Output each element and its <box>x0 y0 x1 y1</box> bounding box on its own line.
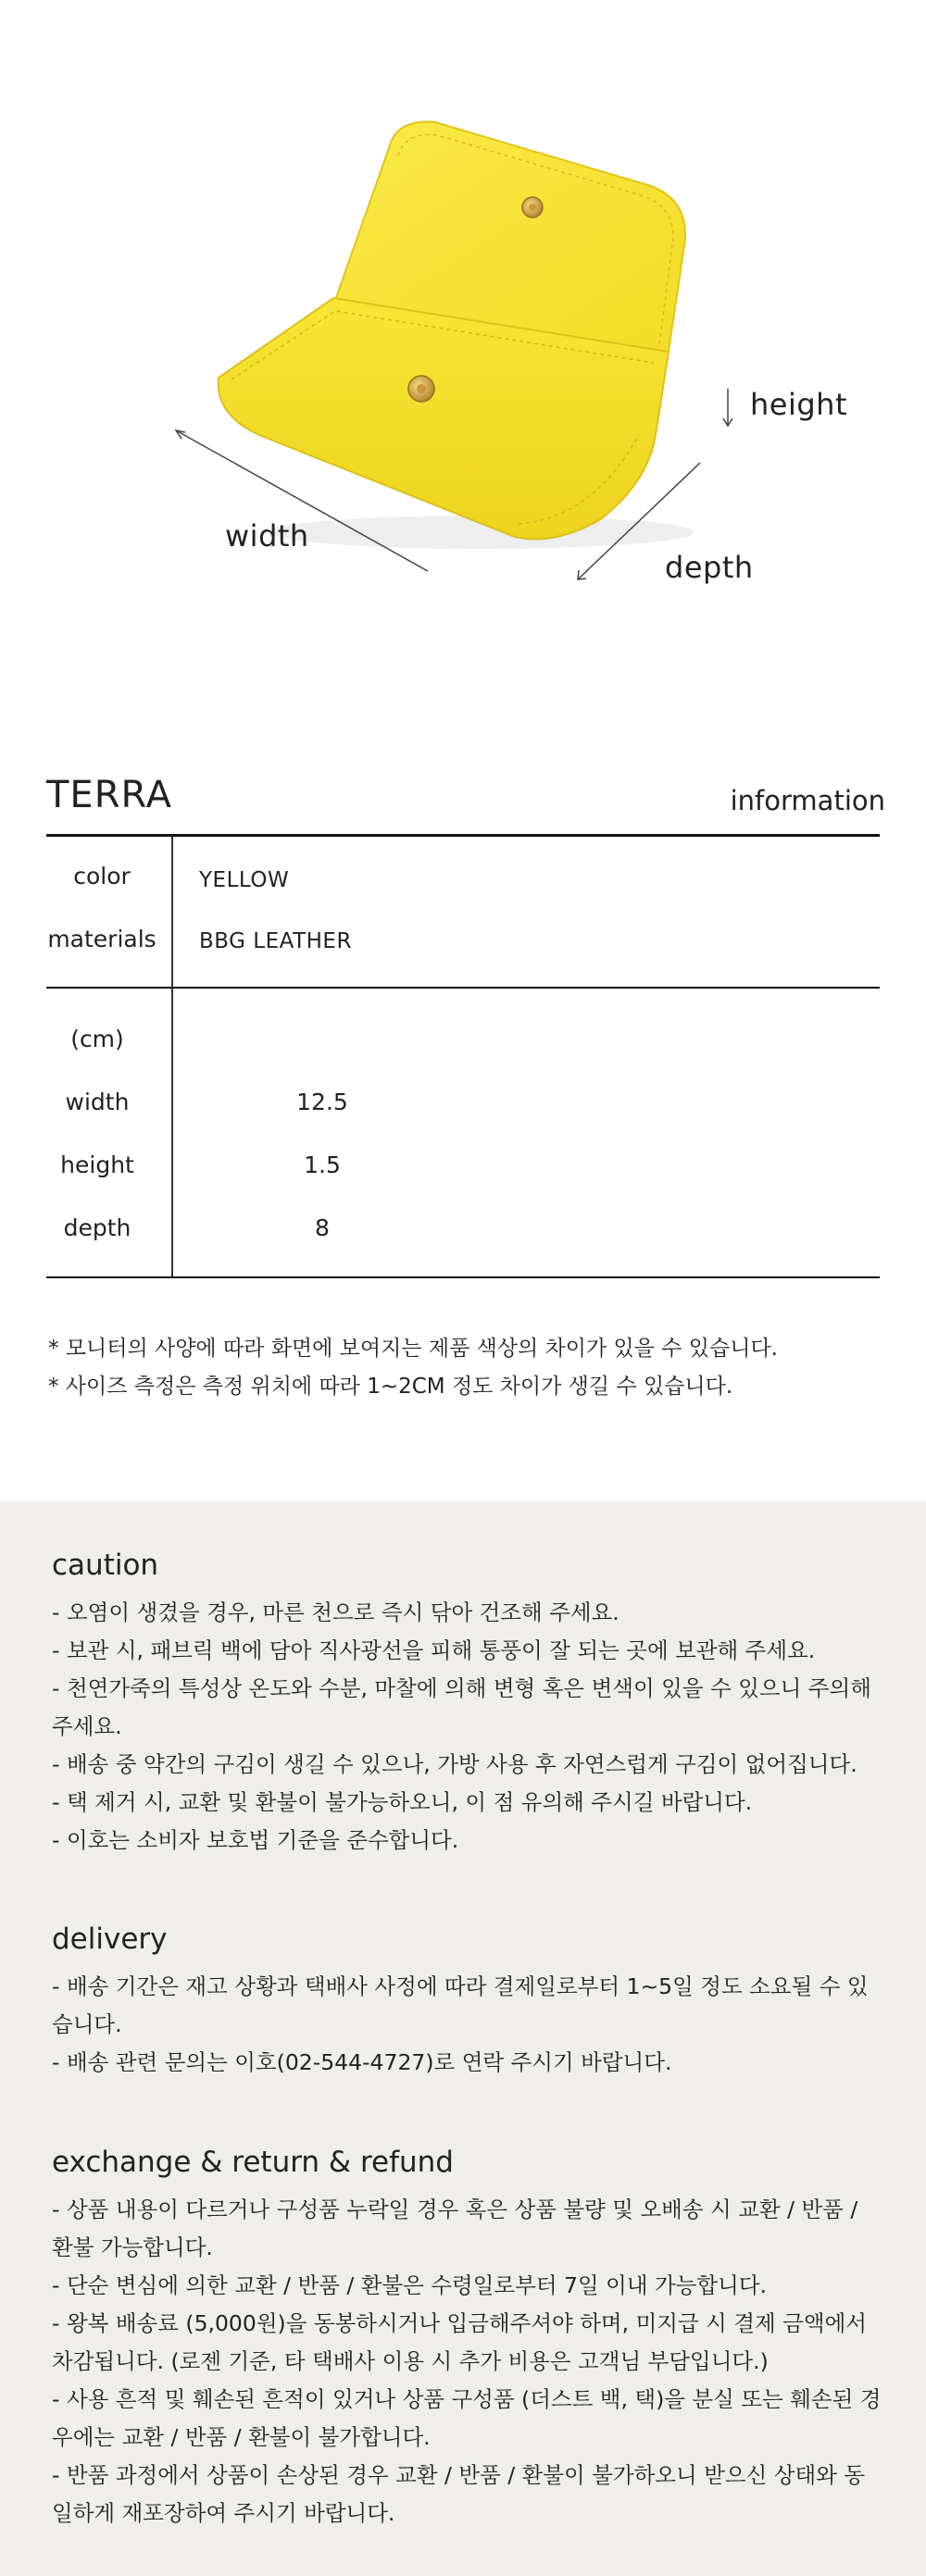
note-size: * 사이즈 측정은 측정 위치에 따라 1~2CM 정도 차이가 생길 수 있습니다. <box>48 1375 733 1399</box>
size-label-height: height <box>60 1151 134 1178</box>
list-item: - 오염이 생겼을 경우, 마른 천으로 즉시 닦아 건조해 주세요. <box>52 1599 619 1625</box>
list-item: - 택 제거 시, 교환 및 환불이 불가능하오니, 이 점 유의해 주시길 바랍니다. <box>52 1789 753 1815</box>
height-label: height <box>750 387 847 422</box>
note-color: * 모니터의 사양에 따라 화면에 보여지는 제품 색상의 차이가 있을 수 있습니다. <box>48 1337 778 1361</box>
list-item: - 반품 과정에서 상품이 손상된 경우 교환 / 반품 / 환불이 불가하오니 받으신 상태와 동일하게 재포장하여 주시기 바랍니다. <box>52 2462 866 2526</box>
list-item: - 이호는 소비자 보호법 기준을 준수합니다. <box>52 1827 459 1853</box>
information-label: information <box>730 785 885 816</box>
table-divider <box>171 989 173 1277</box>
table-divider <box>171 836 173 988</box>
product-illustration <box>0 0 926 703</box>
exchange-title: exchange & return & refund <box>52 2146 454 2179</box>
list-item: - 상품 내용이 다르거나 구성품 누락일 경우 혹은 상품 불량 및 오배송 시 교환 / 반품 / 환불 가능합니다. <box>52 2196 858 2260</box>
exchange-list <box>52 2191 885 2532</box>
brand-name: TERRA <box>46 774 173 816</box>
list-item: - 사용 흔적 및 훼손된 흔적이 있거나 상품 구성품 (더스트 백, 택)을 분실 또는 훼손된 경우에는 교환 / 반품 / 환불이 불가합니다. <box>52 2386 882 2450</box>
size-label-depth: depth <box>63 1214 131 1241</box>
depth-label: depth <box>665 550 754 585</box>
width-label: width <box>225 518 309 554</box>
spec-label-materials: materials <box>47 926 156 952</box>
list-item: - 왕복 배송료 (5,000원)을 동봉하시거나 입금해주셔야 하며, 미지급 시 결제 금액에서 차감됩니다. (로젠 기준, 타 택배사 이용 시 추가 비용은 고객님 부담입니다.) <box>52 2310 867 2374</box>
size-value-width: 12.5 <box>296 1089 348 1115</box>
list-item: - 천연가죽의 특성상 온도와 수분, 마찰에 의해 변형 혹은 변색이 있을 수 있으니 주의해 주세요. <box>52 1675 871 1739</box>
spec-label-color: color <box>73 863 131 890</box>
size-value-depth: 8 <box>315 1214 330 1241</box>
list-item: - 배송 관련 문의는 이호(02-544-4727)로 연락 주시기 바랍니다. <box>52 2049 672 2075</box>
list-item: - 단순 변심에 의한 교환 / 반품 / 환불은 수령일로부터 7일 이내 가능합니다. <box>52 2272 768 2298</box>
unit-label: (cm) <box>70 1026 124 1052</box>
caution-title: caution <box>52 1549 159 1582</box>
delivery-title: delivery <box>52 1923 168 1956</box>
wallet-image <box>0 0 926 703</box>
spec-value-materials: BBG LEATHER <box>199 929 352 953</box>
list-item: - 배송 기간은 재고 상황과 택배사 사정에 따라 결제일로부터 1~5일 정도 소요될 수 있습니다. <box>52 1973 869 2037</box>
delivery-list <box>52 1968 885 2082</box>
list-item: - 보관 시, 패브릭 백에 담아 직사광선을 피해 통풍이 잘 되는 곳에 보관해 주세요. <box>52 1637 816 1663</box>
table-bottom-rule <box>46 1276 880 1278</box>
caution-list <box>52 1594 885 1860</box>
size-value-height: 1.5 <box>304 1151 341 1178</box>
size-label-width: width <box>65 1089 130 1115</box>
list-item: - 배송 중 약간의 구김이 생길 수 있으나, 가방 사용 후 자연스럽게 구김이 없어집니다. <box>52 1751 857 1777</box>
spec-value-color: YELLOW <box>199 868 290 892</box>
